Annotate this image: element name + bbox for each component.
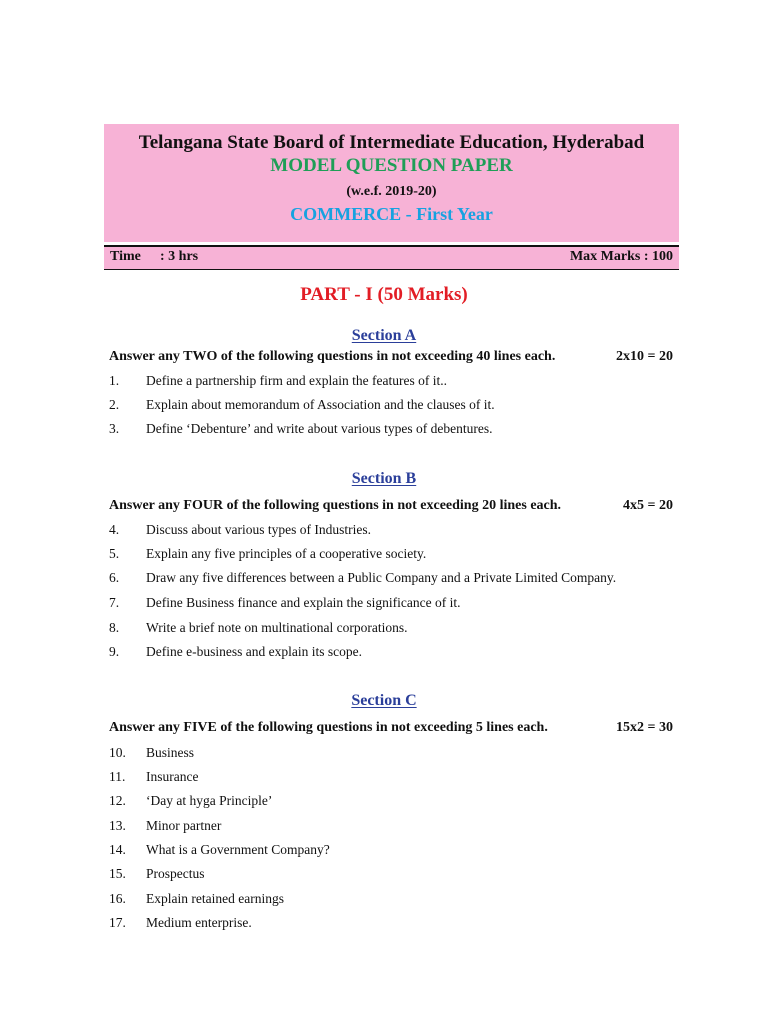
question-number: 11. (109, 769, 126, 784)
question-text: Write a brief note on multinational corporations. (146, 620, 408, 635)
section-b-title: Section B (351, 470, 417, 487)
question-number: 7. (109, 595, 120, 610)
instruction-text: Answer any FOUR of the following questions in not exceeding 20 lines each. (109, 498, 562, 513)
question-text: ‘Day at hyga Principle’ (146, 793, 273, 808)
question-number: 8. (109, 620, 120, 635)
paper-type: MODEL QUESTION PAPER (270, 155, 513, 176)
question-number: 6. (109, 570, 120, 585)
section-b-instruction (109, 498, 673, 514)
section-marks: 4x5 = 20 (623, 498, 673, 513)
question-number: 15. (109, 866, 126, 881)
question-text: Minor partner (146, 818, 222, 833)
header-box (104, 124, 679, 242)
question-number: 17. (109, 915, 126, 930)
time-label: Time (110, 249, 141, 264)
question-text: Define a partnership firm and explain the features of it.. (146, 373, 448, 388)
section-c-title: Section C (351, 692, 417, 709)
part-title: PART - I (50 Marks) (300, 284, 468, 305)
question-text: Insurance (146, 769, 199, 784)
question-text: Discuss about various types of Industries. (146, 522, 371, 537)
instruction-text: Answer any FIVE of the following questions in not exceeding 5 lines each. (109, 720, 548, 735)
instruction-text: Answer any TWO of the following questions in not exceeding 40 lines each. (109, 349, 556, 364)
question-text: Explain about memorandum of Association and the clauses of it. (146, 397, 495, 412)
section-c-instruction (109, 720, 673, 736)
question-text: Explain retained earnings (146, 891, 284, 906)
question-number: 4. (109, 522, 120, 537)
question-text: Define Business finance and explain the significance of it. (146, 595, 461, 610)
question-number: 2. (109, 397, 120, 412)
question-text: Define ‘Debenture’ and write about various types of debentures. (146, 421, 493, 436)
question-number: 5. (109, 546, 120, 561)
max-marks: Max Marks : 100 (569, 249, 673, 264)
time-marks-row (104, 245, 679, 270)
time-value: : 3 hrs (160, 249, 199, 264)
question-text: Medium enterprise. (146, 915, 252, 930)
section-a-instruction (109, 349, 673, 365)
question-number: 12. (109, 793, 126, 808)
section-marks: 15x2 = 30 (616, 720, 673, 735)
question-text: What is a Government Company? (146, 842, 330, 857)
question-text: Define e-business and explain its scope. (146, 644, 362, 659)
section-a-title: Section A (351, 327, 417, 344)
question-text: Prospectus (146, 866, 205, 881)
question-number: 3. (109, 421, 120, 436)
effective-year: (w.e.f. 2019-20) (346, 184, 437, 199)
question-text: Explain any five principles of a cooperative society. (146, 546, 427, 561)
question-number: 16. (109, 891, 126, 906)
board-name: Telangana State Board of Intermediate Education, Hyderabad (138, 132, 645, 153)
question-text: Draw any five differences between a Public Company and a Private Limited Company. (146, 570, 617, 585)
question-number: 13. (109, 818, 126, 833)
question-text: Business (146, 745, 195, 760)
question-number: 1. (109, 373, 120, 388)
question-number: 10. (109, 745, 126, 760)
question-number: 9. (109, 644, 120, 659)
section-marks: 2x10 = 20 (616, 349, 673, 364)
question-number: 14. (109, 842, 126, 857)
subject-title: COMMERCE - First Year (290, 204, 493, 224)
